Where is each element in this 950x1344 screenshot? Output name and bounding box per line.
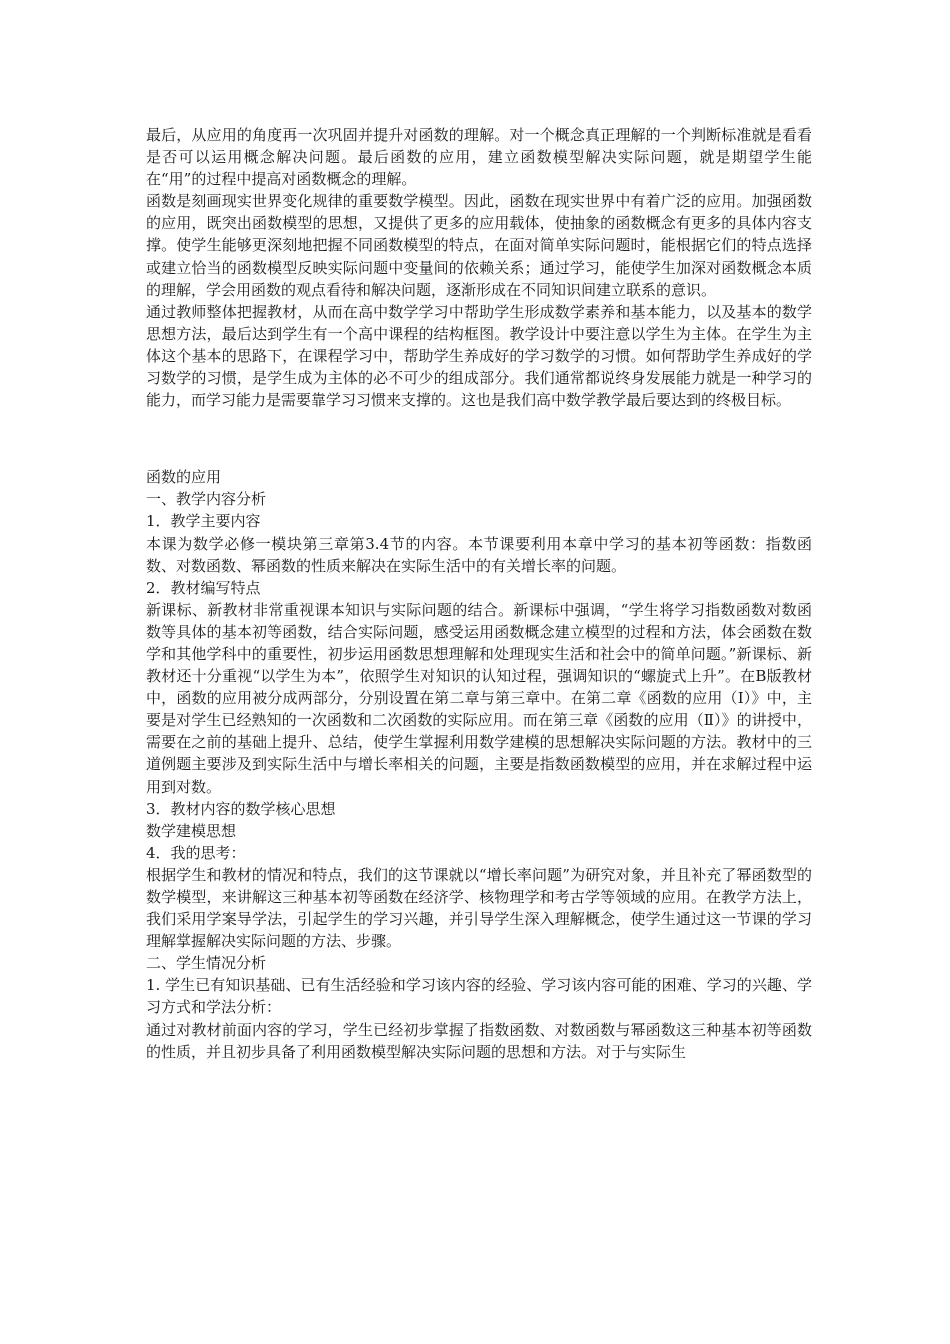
part2-item1-heading: 1. 学生已有知识基础、已有生活经验和学习该内容的经验、学习该内容可能的困难、学习的兴趣、学习方式和学法分析： [146, 976, 812, 1017]
part2-item1-text: 通过对教材前面内容的学习，学生已经初步掌握了指数函数、对数函数与幂函数这三种基本初等函数的性质，并且初步具备了利用函数模型解决实际问题的思想和方法。对于与实际生 [146, 1020, 812, 1061]
item1-text: 本课为数学必修一模块第三章第3.4节的内容。本节课要利用本章中学习的基本初等函数：指数函数、对数函数、幂函数的性质来解决在实际生活中的有关增长率的问题。 [146, 534, 812, 575]
intro-paragraph-3: 通过教师整体把握教材，从而在高中数学学习中帮助学生形成数学素养和基本能力，以及基本的数学思想方法，最后达到学生有一个高中课程的结构框图。教学设计中要注意以学生为主体。在学生为主体这个基本的思路下，在课程学习中，帮助学生养成好的学习数学的习惯。如何帮助学生养成好的学习数学的习惯，是学生成为主体的必不可少的组成部分。我们通常都说终身发展能力就是一种学习的能力，而学习能力是需要靠学习习惯来支撑的。这也是我们高中数学教学最后要达到的终极目标。 [146, 302, 812, 410]
part2-heading: 二、学生情况分析 [146, 954, 267, 973]
item2-text: 新课标、新教材非常重视课本知识与实际问题的结合。新课标中强调，“学生将学习指数函数对数函数等具体的基本初等函数，结合实际问题，感受运用函数概念建立模型的过程和方法，体会函数在数学和其他学科中的重要性，初步运用函数思想理解和处理现实生活和社会中的简单问题。”新课标、新教材还十分重视“以学生为本”，依照学生对知识的认知过程，强调知识的“螺旋式上升”。在B版教材中，函数的应用被分成两部分，分别设置在第二章与第三章中。在第二章《函数的应用（Ⅰ）》中，主要是对学生已经熟知的一次函数和二次函数的实际应用。而在第三章《函数的应用（Ⅱ）》的讲授中，需要在之前的基础上提升、总结，使学生掌握利用数学建模的思想解决实际问题的方法。教材中的三道例题主要涉及到实际生活中与增长率相关的问题，主要是指数函数模型的应用，并在求解过程中运用到对数。 [146, 600, 812, 796]
item4-heading: 4．我的思考： [146, 843, 246, 862]
item2-heading: 2．教材编写特点 [146, 578, 261, 597]
intro-paragraph-1: 最后，从应用的角度再一次巩固并提升对函数的理解。对一个概念真正理解的一个判断标准就是看看是否可以运用概念解决问题。最后函数的应用，建立函数模型解决实际问题，就是期望学生能在“用”的过程中提高对函数概念的理解。 [146, 126, 812, 189]
document-body [146, 124, 812, 1063]
item1-heading: 1．教学主要内容 [146, 512, 261, 531]
intro-paragraph-2: 函数是刻画现实世界变化规律的重要数学模型。因此，函数在现实世界中有着广泛的应用。加强函数的应用，既突出函数模型的思想，又提供了更多的应用载体，使抽象的函数概念有更多的具体内容支撑。使学生能够更深刻地把握不同函数模型的特点，在面对简单实际问题时，能根据它们的特点选择或建立恰当的函数模型反映实际问题中变量间的依赖关系；通过学习，能使学生加深对函数概念本质的理解，学会用函数的观点看待和解决问题，逐渐形成在不同知识间建立联系的意识。 [146, 192, 812, 299]
section-spacer [146, 411, 812, 466]
section-title: 函数的应用 [146, 468, 222, 487]
part1-heading: 一、教学内容分析 [146, 490, 267, 509]
item3-heading: 3．教材内容的数学核心思想 [146, 799, 336, 818]
item3-text: 数学建模思想 [146, 821, 237, 840]
item4-text: 根据学生和教材的情况和特点，我们的这节课就以“增长率问题”为研究对象，并且补充了幂函数型的数学模型，来讲解这三种基本初等函数在经济学、核物理学和考古学等领域的应用。在教学方法上，我们采用学案导学法，引起学生的学习兴趣，并引导学生深入理解概念，使学生通过这一节课的学习理解掌握解决实际问题的方法、步骤。 [146, 865, 812, 951]
